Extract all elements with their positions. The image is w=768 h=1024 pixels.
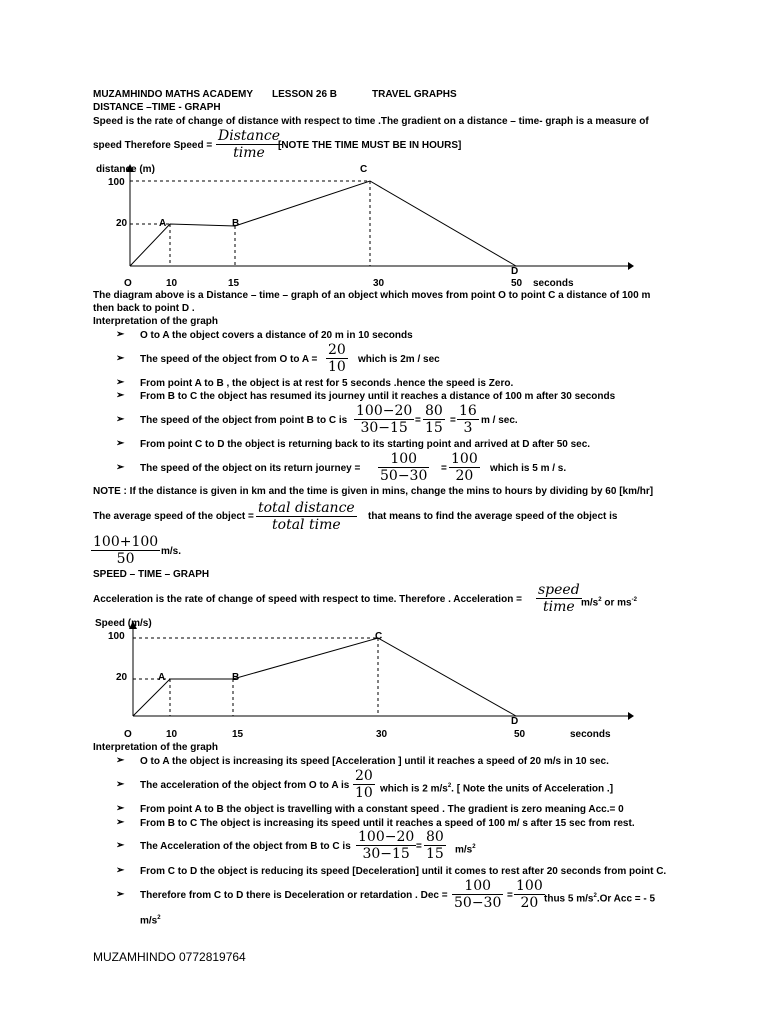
- g2-bullet-7-equals: =: [507, 890, 513, 901]
- g2-point-c: C: [375, 631, 383, 642]
- g1-ylabel: distance (m): [96, 164, 155, 175]
- fraction-denominator: 15: [426, 846, 444, 862]
- g1-bullet-5-prefix: The speed of the object from point B to C is: [140, 415, 348, 426]
- fraction-denominator: 20: [449, 467, 480, 484]
- g1-ytick-100: 100: [108, 177, 125, 188]
- g2-point-a: A: [158, 672, 166, 683]
- g2-bullet-5-equals: =: [416, 841, 422, 852]
- g1-xtick-30: 30: [373, 278, 385, 289]
- g1-bullet-2-suffix: which is 2m / sec: [358, 354, 440, 365]
- g1-point-b: B: [232, 218, 240, 229]
- g1-interpretation-heading: Interpretation of the graph: [93, 316, 218, 327]
- g2-bullet-7-fraction-1: [452, 878, 503, 911]
- g2-xtick-30: 30: [376, 729, 388, 740]
- fraction-numerator: 80: [425, 403, 443, 419]
- fraction-denominator: 50: [91, 550, 160, 567]
- g1-point-d: D: [511, 266, 519, 277]
- speed-definition: Speed is the rate of change of distance with respect to time .The gradient on a distance – time- graph is a measure of: [93, 116, 649, 127]
- g2-bullet-2-suffix: which is 2 $m/s^2$. [ Note the units of Acceleration .]: [380, 783, 614, 795]
- g2-bullet-7-suffix: thus 5 $m/s^2.Or$ Acc = - 5: [544, 893, 656, 905]
- units-note: NOTE : If the distance is given in km and the time is given in mins, change the mins to hours by dividing by 60 [km/hr]: [93, 486, 654, 497]
- g1-bullet-1: O to A the object covers a distance of 20 m in 10 seconds: [140, 330, 413, 341]
- g1-ytick-20: 20: [116, 218, 128, 229]
- g2-bullet-5-fraction-1: [356, 829, 416, 862]
- fraction-denominator: 30−15: [354, 419, 414, 436]
- g1-bullet-3: From point A to B , the object is at rest for 5 seconds .hence the speed is Zero.: [140, 378, 514, 389]
- g1-point-a: A: [159, 218, 167, 229]
- speed-formula-prefix: speed Therefore Speed =: [93, 140, 213, 151]
- g1-bullet-5-suffix: m / sec.: [481, 415, 518, 426]
- g1-bullet-7-suffix: which is 5 m / s.: [490, 463, 567, 474]
- g1-bullet-2-prefix: The speed of the object from O to A =: [140, 354, 318, 365]
- bullet-arrow-icon: ➢: [116, 755, 125, 766]
- g2-ylabel: Speed (m/s): [95, 618, 152, 629]
- g1-description-line1: The diagram above is a Distance – time – graph of an object which moves from point O to point C a distance of 100 m: [93, 290, 651, 301]
- fraction-numerator: 80: [426, 829, 444, 845]
- fraction-denominator: 3: [457, 419, 479, 436]
- g2-xtick-10: 10: [166, 729, 178, 740]
- speed-formula-denominator: time: [216, 144, 282, 161]
- g2-xtick-o: O: [124, 729, 132, 740]
- g2-bullet-3: From point A to B the object is travelling with a constant speed . The gradient is zero meaning Acc.= 0: [140, 804, 624, 815]
- bullet-arrow-icon: ➢: [116, 377, 125, 388]
- g1-bullet-4: From B to C the object has resumed its journey until it reaches a distance of 100 m after 30 seconds: [140, 391, 616, 402]
- average-speed-unit: m/s.: [161, 546, 182, 557]
- bullet-arrow-icon: ➢: [116, 840, 125, 851]
- fraction-denominator: 50−30: [454, 895, 502, 911]
- g2-x-unit: seconds: [570, 729, 611, 740]
- g1-bullet-6: From point C to D the object is returning back to its starting point and arrived at D after 50 sec.: [140, 439, 591, 450]
- g2-bullet-7-fraction-2: [514, 878, 545, 911]
- g2-bullet-6: From C to D the object is reducing its speed [Deceleration] until it comes to rest after 20 seconds from point C.: [140, 866, 667, 877]
- fraction-numerator: total distance: [258, 500, 355, 516]
- g2-bullet-2-prefix: The acceleration of the object from O to A is: [140, 780, 350, 791]
- bullet-arrow-icon: ➢: [116, 438, 125, 449]
- fraction-denominator: 50−30: [380, 468, 428, 484]
- g2-bullet-4: From B to C The object is increasing its speed until it reaches a speed of 100 m/ s after 15 sec from rest.: [140, 818, 635, 829]
- speed-formula-numerator: Distance: [218, 128, 281, 144]
- speed-formula-note: [NOTE THE TIME MUST BE IN HOURS]: [278, 140, 462, 151]
- lesson-number: LESSON 26 B: [272, 89, 338, 100]
- bullet-arrow-icon: ➢: [116, 865, 125, 876]
- g1-xtick-15: 15: [228, 278, 240, 289]
- fraction-denominator: 10: [328, 359, 346, 375]
- g2-bullet-5-suffix: $m/s^2$: [455, 844, 476, 856]
- g2-bullet-1: O to A the object is increasing its speed [Acceleration ] until it reaches a speed of 20 m/s in 10 sec.: [140, 756, 609, 767]
- fraction-denominator: 10: [355, 785, 373, 801]
- g1-xtick-50: 50: [511, 278, 523, 289]
- bullet-arrow-icon: ➢: [116, 353, 125, 364]
- section-title-speed-time: SPEED – TIME – GRAPH: [93, 569, 210, 580]
- fraction-denominator: 15: [425, 420, 443, 436]
- g1-point-c: C: [360, 164, 368, 175]
- bullet-arrow-icon: ➢: [116, 390, 125, 401]
- g1-description-line2: then back to point D .: [93, 303, 195, 314]
- bullet-arrow-icon: ➢: [116, 462, 125, 473]
- section-title-distance-time: DISTANCE –TIME - GRAPH: [93, 102, 221, 113]
- fraction-denominator: total time: [256, 516, 357, 533]
- bullet-arrow-icon: ➢: [116, 329, 125, 340]
- g1-xtick-o: O: [124, 278, 132, 289]
- fraction-numerator: 100−20: [356, 403, 413, 419]
- bullet-arrow-icon: ➢: [116, 779, 125, 790]
- topic-title: TRAVEL GRAPHS: [372, 89, 457, 100]
- g2-ytick-20: 20: [116, 672, 128, 683]
- g2-xtick-50: 50: [514, 729, 526, 740]
- average-speed-prefix: The average speed of the object =: [93, 511, 254, 522]
- fraction-numerator: 100: [464, 878, 492, 894]
- g1-bullet-7-prefix: The speed of the object on its return journey =: [140, 463, 361, 474]
- fraction-numerator: 100+100: [93, 534, 159, 550]
- fraction-numerator: 20: [328, 342, 346, 358]
- g2-bullet-5-fraction-2: [424, 829, 446, 862]
- fraction-denominator: 20: [514, 894, 545, 911]
- g2-ytick-100: 100: [108, 631, 125, 642]
- g2-xtick-15: 15: [232, 729, 244, 740]
- acceleration-definition: Acceleration is the rate of change of speed with respect to time. Therefore . Acceleration =: [93, 594, 522, 605]
- bullet-arrow-icon: ➢: [116, 889, 125, 900]
- g1-bullet-5-equals-1: =: [415, 415, 421, 426]
- g1-xtick-10: 10: [166, 278, 178, 289]
- g1-bullet-7-equals: =: [441, 463, 447, 474]
- acceleration-unit: $m/s^2$ or $ms^{-2}$: [581, 597, 637, 609]
- fraction-denominator: time: [536, 598, 582, 615]
- bullet-arrow-icon: ➢: [116, 817, 125, 828]
- fraction-numerator: 100: [516, 878, 543, 894]
- bullet-arrow-icon: ➢: [116, 414, 125, 425]
- fraction-denominator: 30−15: [356, 845, 416, 862]
- fraction-numerator: speed: [538, 582, 580, 598]
- g1-x-unit: seconds: [533, 278, 574, 289]
- g2-bullet-5-prefix: The Acceleration of the object from B to C is: [140, 841, 351, 852]
- academy-name: MUZAMHINDO MATHS ACADEMY: [93, 89, 253, 100]
- fraction-numerator: 100: [390, 451, 418, 467]
- g2-point-b: B: [232, 672, 240, 683]
- g2-x-axis-arrow: [628, 712, 634, 720]
- g2-speed-line: [133, 638, 516, 716]
- g2-bullet-7-line2: $m/s^2$: [140, 915, 161, 927]
- fraction-numerator: 100: [451, 451, 478, 467]
- bullet-arrow-icon: ➢: [116, 803, 125, 814]
- fraction-numerator: 20: [355, 768, 373, 784]
- g2-bullet-7-prefix: Therefore from C to D there is Deceleration or retardation . Dec =: [140, 890, 448, 901]
- average-speed-suffix: that means to find the average speed of the object is: [368, 511, 618, 522]
- g2-interpretation-heading: Interpretation of the graph: [93, 742, 218, 753]
- g2-bullet-2-fraction: [353, 768, 375, 801]
- footer-contact: MUZAMHINDO 0772819764: [93, 950, 246, 964]
- fraction-numerator: 100−20: [358, 829, 415, 845]
- g2-point-d: D: [511, 716, 519, 727]
- fraction-numerator: 16: [459, 403, 477, 419]
- g1-bullet-5-equals-2: =: [450, 415, 456, 426]
